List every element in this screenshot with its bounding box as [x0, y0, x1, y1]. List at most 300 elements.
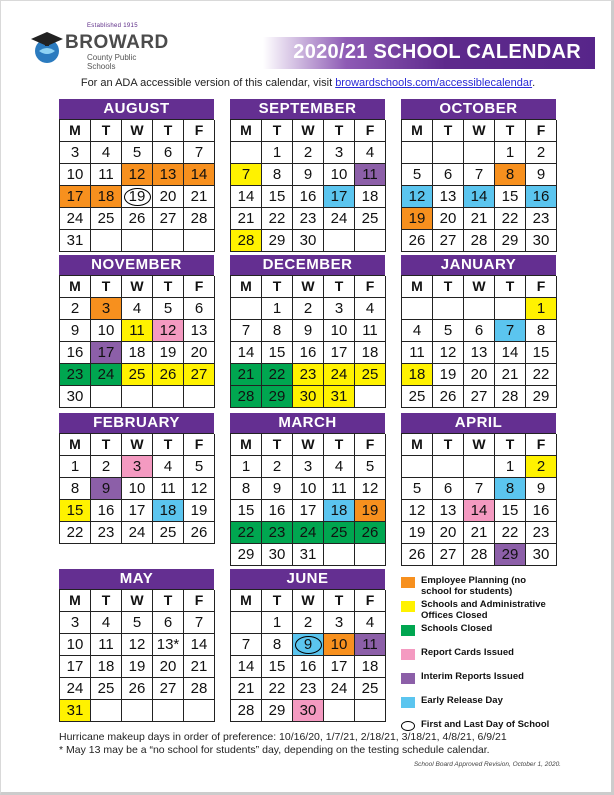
day-cell: 22 [526, 364, 557, 386]
day-cell: 27 [433, 544, 464, 566]
day-cell: 2 [91, 456, 122, 478]
day-cell: 29 [526, 386, 557, 408]
day-cell: 2 [293, 142, 324, 164]
day-cell: 28 [495, 386, 526, 408]
broward-logo[interactable] [29, 23, 169, 71]
day-cell: 20 [464, 364, 495, 386]
day-cell: 30 [60, 386, 91, 408]
day-cell: 16 [293, 656, 324, 678]
day-cell [355, 230, 386, 252]
day-cell: 4 [355, 142, 386, 164]
day-cell: 5 [355, 456, 386, 478]
month-grid [401, 433, 556, 566]
month-grid [59, 433, 214, 544]
weekday-header: T [91, 434, 122, 456]
day-cell: 4 [91, 612, 122, 634]
day-cell: 22 [495, 208, 526, 230]
legend-label: Schools Closed [421, 623, 493, 634]
ada-prefix: For an ADA accessible version of this calendar, visit [80, 77, 336, 89]
day-cell: 17 [293, 500, 324, 522]
day-cell: 21 [464, 522, 495, 544]
day-cell: 24 [293, 522, 324, 544]
day-cell [231, 612, 262, 634]
day-cell: 17 [60, 656, 91, 678]
weekday-header: T [495, 120, 526, 142]
day-cell: 21 [231, 364, 262, 386]
day-cell: 29 [262, 386, 293, 408]
accessible-calendar-link[interactable]: browardschools.com/accessiblecalendar [335, 77, 533, 89]
day-cell: 14 [231, 186, 262, 208]
day-cell: 22 [262, 364, 293, 386]
month-grid [59, 589, 214, 722]
day-cell: 25 [153, 522, 184, 544]
month-november [59, 255, 214, 408]
page-title: 2020/21 SCHOOL CALENDAR [293, 41, 581, 63]
day-cell: 25 [355, 208, 386, 230]
day-cell: 12 [184, 478, 215, 500]
day-cell: 26 [122, 208, 153, 230]
day-cell [122, 230, 153, 252]
month-grid [59, 119, 214, 252]
day-cell: 7 [184, 612, 215, 634]
legend-label: Interim Reports Issued [421, 671, 524, 682]
day-cell: 19 [355, 500, 386, 522]
day-cell: 13 [464, 342, 495, 364]
day-cell: 29 [262, 700, 293, 722]
day-cell: 5 [153, 298, 184, 320]
day-cell [91, 700, 122, 722]
day-cell: 21 [184, 186, 215, 208]
day-cell: 23 [526, 208, 557, 230]
day-cell [91, 386, 122, 408]
approval-note: School Board Approved Revision, October 1, 2020. [413, 761, 561, 768]
day-cell: 28 [464, 544, 495, 566]
day-cell: 18 [122, 342, 153, 364]
day-cell: 17 [324, 342, 355, 364]
day-cell: 7 [495, 320, 526, 342]
day-cell: 28 [231, 230, 262, 252]
day-cell: 6 [433, 164, 464, 186]
day-cell: 8 [526, 320, 557, 342]
day-cell: 18 [402, 364, 433, 386]
weekday-header: T [495, 276, 526, 298]
day-cell: 4 [355, 298, 386, 320]
legend [401, 575, 601, 743]
title-bar [263, 37, 595, 69]
day-cell: 27 [153, 208, 184, 230]
month-march [230, 413, 385, 566]
day-cell: 10 [324, 164, 355, 186]
day-cell: 5 [433, 320, 464, 342]
day-cell: 16 [293, 186, 324, 208]
day-cell: 24 [91, 364, 122, 386]
day-cell: 6 [433, 478, 464, 500]
weekday-header: T [91, 120, 122, 142]
legend-label: Early Release Day [421, 695, 503, 706]
weekday-header: M [231, 120, 262, 142]
day-cell: 25 [355, 364, 386, 386]
day-cell: 30 [293, 700, 324, 722]
day-cell: 23 [293, 678, 324, 700]
day-cell [324, 700, 355, 722]
day-cell: 5 [402, 478, 433, 500]
day-cell: 12 [433, 342, 464, 364]
month-grid [59, 275, 214, 408]
day-cell: 17 [60, 186, 91, 208]
day-cell: 14 [231, 656, 262, 678]
day-cell: 9 [293, 320, 324, 342]
logo-subtitle: County Public Schools [87, 53, 137, 71]
day-cell: 21 [495, 364, 526, 386]
day-cell: 7 [231, 320, 262, 342]
weekday-header: M [402, 276, 433, 298]
day-cell: 24 [60, 208, 91, 230]
weekday-header: T [262, 276, 293, 298]
day-cell: 20 [184, 342, 215, 364]
day-cell: 7 [231, 634, 262, 656]
day-cell: 9 [91, 478, 122, 500]
day-cell: 15 [526, 342, 557, 364]
day-cell: 23 [60, 364, 91, 386]
day-cell: 5 [184, 456, 215, 478]
day-cell [355, 544, 386, 566]
day-cell: 16 [60, 342, 91, 364]
day-cell: 12 [153, 320, 184, 342]
day-cell: 13* [153, 634, 184, 656]
day-cell: 9 [262, 478, 293, 500]
day-cell: 1 [262, 612, 293, 634]
legend-item [401, 647, 601, 669]
weekday-header: T [324, 120, 355, 142]
day-cell: 4 [91, 142, 122, 164]
day-cell: 11 [153, 478, 184, 500]
month-october [401, 99, 556, 252]
weekday-header: T [153, 276, 184, 298]
day-cell: 12 [402, 500, 433, 522]
day-cell: 26 [153, 364, 184, 386]
day-cell: 3 [60, 142, 91, 164]
day-cell: 12 [355, 478, 386, 500]
day-cell: 19 [153, 342, 184, 364]
day-cell: 12 [122, 164, 153, 186]
day-cell [153, 700, 184, 722]
day-cell: 10 [60, 634, 91, 656]
day-cell: 4 [355, 612, 386, 634]
day-cell: 16 [293, 342, 324, 364]
day-cell: 1 [231, 456, 262, 478]
weekday-header: W [293, 434, 324, 456]
month-header: NOVEMBER [59, 255, 214, 275]
day-cell: 25 [402, 386, 433, 408]
day-cell: 1 [495, 142, 526, 164]
day-cell [324, 544, 355, 566]
day-cell: 4 [402, 320, 433, 342]
day-cell [464, 456, 495, 478]
day-cell: 11 [355, 164, 386, 186]
legend-item [401, 695, 601, 717]
day-cell: 19 [184, 500, 215, 522]
day-cell: 10 [293, 478, 324, 500]
weekday-header: F [184, 120, 215, 142]
legend-swatch [401, 577, 415, 588]
day-cell [91, 230, 122, 252]
day-cell: 14 [464, 500, 495, 522]
day-cell: 7 [231, 164, 262, 186]
day-cell [433, 456, 464, 478]
day-cell: 24 [324, 364, 355, 386]
weekday-header: T [495, 434, 526, 456]
day-cell: 28 [231, 700, 262, 722]
day-cell: 28 [184, 678, 215, 700]
legend-swatch [401, 721, 415, 731]
day-cell: 1 [262, 298, 293, 320]
day-cell: 14 [495, 342, 526, 364]
month-header: DECEMBER [230, 255, 385, 275]
legend-swatch [401, 673, 415, 684]
day-cell: 25 [91, 678, 122, 700]
weekday-header: T [91, 590, 122, 612]
day-cell: 4 [153, 456, 184, 478]
day-cell: 5 [402, 164, 433, 186]
month-header: OCTOBER [401, 99, 556, 119]
weekday-header: M [60, 434, 91, 456]
day-cell: 30 [293, 386, 324, 408]
day-cell: 2 [262, 456, 293, 478]
day-cell: 28 [184, 208, 215, 230]
day-cell: 3 [60, 612, 91, 634]
day-cell: 15 [60, 500, 91, 522]
weekday-header: T [324, 276, 355, 298]
day-cell: 27 [153, 678, 184, 700]
day-cell: 16 [262, 500, 293, 522]
day-cell: 14 [464, 186, 495, 208]
day-cell: 7 [464, 164, 495, 186]
day-cell: 17 [324, 186, 355, 208]
day-cell: 14 [184, 634, 215, 656]
day-cell: 5 [122, 142, 153, 164]
day-cell: 26 [402, 230, 433, 252]
legend-swatch [401, 697, 415, 708]
day-cell: 8 [495, 478, 526, 500]
day-cell: 6 [184, 298, 215, 320]
day-cell: 12 [402, 186, 433, 208]
mortarboard-globe-icon [29, 29, 65, 65]
day-cell: 20 [153, 186, 184, 208]
day-cell: 19 [433, 364, 464, 386]
month-header: JANUARY [401, 255, 556, 275]
day-cell [433, 298, 464, 320]
weekday-header: T [324, 434, 355, 456]
day-cell: 18 [355, 186, 386, 208]
legend-item [401, 623, 601, 645]
month-header: FEBRUARY [59, 413, 214, 433]
day-cell: 9 [293, 164, 324, 186]
day-cell: 22 [60, 522, 91, 544]
day-cell: 9 [526, 164, 557, 186]
month-header: SEPTEMBER [230, 99, 385, 119]
day-cell: 15 [262, 186, 293, 208]
day-cell: 22 [262, 208, 293, 230]
day-cell: 3 [324, 298, 355, 320]
day-cell: 3 [122, 456, 153, 478]
day-cell: 26 [433, 386, 464, 408]
day-cell: 6 [464, 320, 495, 342]
weekday-header: W [464, 276, 495, 298]
day-cell: 5 [122, 612, 153, 634]
legend-swatch [401, 649, 415, 660]
day-cell: 19 [122, 656, 153, 678]
day-cell: 2 [60, 298, 91, 320]
day-cell [231, 298, 262, 320]
day-cell: 31 [60, 700, 91, 722]
weekday-header: T [433, 276, 464, 298]
day-cell: 15 [495, 186, 526, 208]
day-cell [153, 386, 184, 408]
weekday-header: T [262, 590, 293, 612]
day-cell: 18 [324, 500, 355, 522]
weekday-header: W [464, 434, 495, 456]
logo-name: BROWARD [65, 32, 169, 53]
weekday-header: T [153, 590, 184, 612]
day-cell [464, 142, 495, 164]
day-cell: 19 [122, 186, 153, 208]
weekday-header: F [355, 434, 386, 456]
ada-suffix: . [532, 77, 536, 89]
day-cell: 1 [526, 298, 557, 320]
day-cell: 2 [293, 612, 324, 634]
day-cell: 7 [464, 478, 495, 500]
day-cell [324, 230, 355, 252]
day-cell: 28 [464, 230, 495, 252]
day-cell: 24 [122, 522, 153, 544]
ada-notice [1, 77, 614, 89]
day-cell: 11 [402, 342, 433, 364]
day-cell: 4 [122, 298, 153, 320]
weekday-header: T [262, 434, 293, 456]
day-cell: 29 [262, 230, 293, 252]
month-april [401, 413, 556, 566]
day-cell: 19 [402, 208, 433, 230]
month-grid [230, 589, 385, 722]
day-cell: 30 [262, 544, 293, 566]
day-cell: 10 [91, 320, 122, 342]
day-cell: 29 [231, 544, 262, 566]
day-cell: 18 [91, 656, 122, 678]
day-cell [433, 142, 464, 164]
legend-swatch [401, 601, 415, 612]
legend-item [401, 575, 601, 597]
day-cell: 17 [122, 500, 153, 522]
day-cell: 11 [122, 320, 153, 342]
day-cell: 24 [60, 678, 91, 700]
day-cell: 21 [231, 678, 262, 700]
weekday-header: M [402, 120, 433, 142]
month-grid [230, 119, 385, 252]
day-cell: 25 [355, 678, 386, 700]
day-cell: 8 [60, 478, 91, 500]
day-cell: 16 [526, 500, 557, 522]
month-header: AUGUST [59, 99, 214, 119]
weekday-header: W [122, 276, 153, 298]
day-cell: 8 [262, 634, 293, 656]
day-cell: 26 [184, 522, 215, 544]
day-cell: 2 [293, 298, 324, 320]
day-cell [495, 298, 526, 320]
weekday-header: M [231, 434, 262, 456]
day-cell: 17 [324, 656, 355, 678]
day-cell: 1 [60, 456, 91, 478]
weekday-header: M [60, 120, 91, 142]
day-cell [153, 230, 184, 252]
day-cell [231, 142, 262, 164]
weekday-header: M [231, 590, 262, 612]
day-cell: 10 [122, 478, 153, 500]
day-cell: 26 [402, 544, 433, 566]
month-february [59, 413, 214, 544]
day-cell: 29 [495, 230, 526, 252]
header [23, 19, 593, 69]
day-cell: 30 [293, 230, 324, 252]
weekday-header: W [122, 120, 153, 142]
day-cell: 11 [355, 634, 386, 656]
day-cell: 16 [526, 186, 557, 208]
weekday-header: T [262, 120, 293, 142]
day-cell [184, 700, 215, 722]
month-grid [230, 433, 385, 566]
month-january [401, 255, 556, 408]
weekday-header: T [433, 120, 464, 142]
logo-established: Established 1915 [87, 23, 138, 29]
day-cell: 22 [231, 522, 262, 544]
day-cell: 16 [91, 500, 122, 522]
legend-item [401, 599, 601, 621]
day-cell: 1 [262, 142, 293, 164]
day-cell: 29 [495, 544, 526, 566]
month-grid [401, 119, 556, 252]
day-cell: 23 [262, 522, 293, 544]
month-september [230, 99, 385, 252]
day-cell: 20 [433, 522, 464, 544]
weekday-header: F [526, 276, 557, 298]
day-cell: 6 [153, 612, 184, 634]
day-cell [464, 298, 495, 320]
hurricane-note: Hurricane makeup days in order of preference: 10/16/20, 1/7/21, 2/18/21, 3/18/21, 4/8/21, 6/9/21 [59, 731, 507, 743]
weekday-header: W [293, 590, 324, 612]
weekday-header: W [293, 120, 324, 142]
day-cell: 21 [184, 656, 215, 678]
day-cell: 21 [464, 208, 495, 230]
day-cell [184, 386, 215, 408]
day-cell: 3 [324, 142, 355, 164]
day-cell: 8 [262, 164, 293, 186]
weekday-header: F [355, 276, 386, 298]
weekday-header: M [402, 434, 433, 456]
day-cell: 31 [293, 544, 324, 566]
month-december [230, 255, 385, 408]
day-cell: 23 [293, 364, 324, 386]
day-cell [184, 230, 215, 252]
day-cell: 30 [526, 544, 557, 566]
legend-swatch [401, 625, 415, 636]
day-cell: 13 [433, 186, 464, 208]
day-cell: 26 [355, 522, 386, 544]
day-cell: 18 [153, 500, 184, 522]
day-cell: 27 [184, 364, 215, 386]
day-cell: 13 [184, 320, 215, 342]
day-cell: 22 [495, 522, 526, 544]
day-cell: 1 [495, 456, 526, 478]
day-cell: 22 [262, 678, 293, 700]
